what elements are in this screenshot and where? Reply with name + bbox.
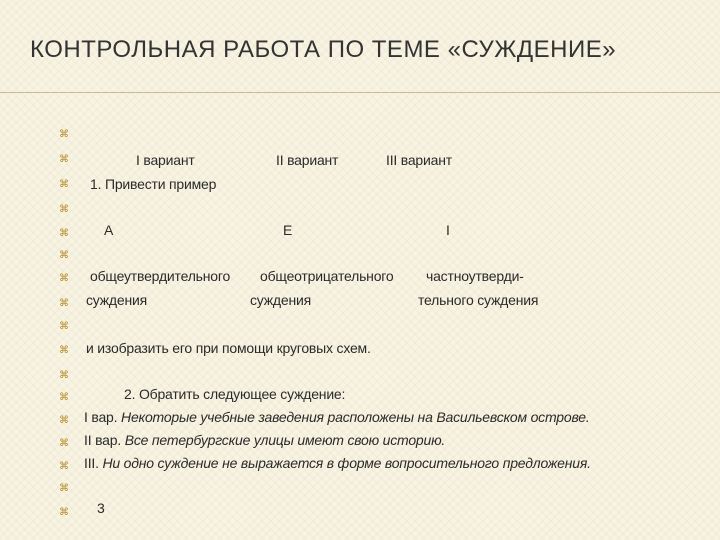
bullet-icon: ⌘ bbox=[59, 273, 69, 284]
letter-i: I bbox=[446, 222, 450, 238]
line-prefix: III. bbox=[84, 455, 99, 471]
bullet-icon: ⌘ bbox=[59, 392, 69, 403]
bullet-icon: ⌘ bbox=[59, 415, 69, 426]
bullet-icon: ⌘ bbox=[59, 321, 69, 332]
bullet-icon: ⌘ bbox=[59, 179, 69, 190]
bullet-icon: ⌘ bbox=[59, 507, 69, 518]
bullet-icon: ⌘ bbox=[59, 461, 69, 472]
slide-title: КОНТРОЛЬНАЯ РАБОТА ПО ТЕМЕ «СУЖДЕНИЕ» bbox=[30, 36, 617, 63]
bullet-icon: ⌘ bbox=[59, 345, 69, 356]
kind-3-line-2: тельного суждения bbox=[418, 292, 539, 308]
depict-instruction: и изобразить его при помощи круговых схем. bbox=[86, 340, 371, 356]
bullet-icon: ⌘ bbox=[59, 250, 69, 261]
line-prefix: II вар. bbox=[84, 432, 122, 448]
line-statement: Все петербургские улицы имеют свою историю. bbox=[124, 432, 446, 448]
title-divider bbox=[0, 92, 720, 93]
letter-e: E bbox=[283, 222, 293, 238]
bullet-icon: ⌘ bbox=[59, 483, 69, 494]
bullet-icon: ⌘ bbox=[59, 438, 69, 449]
task-2-line-3 bbox=[84, 455, 591, 471]
variant-1-heading: I вариант bbox=[136, 152, 195, 168]
kind-2-line-1: общеотрицательного bbox=[260, 268, 394, 284]
variant-3-heading: III вариант bbox=[386, 152, 452, 168]
task-3-text: 3 bbox=[97, 500, 105, 516]
bullet-icon: ⌘ bbox=[59, 129, 69, 140]
task-2-line-2 bbox=[84, 432, 445, 448]
kind-1-line-2: суждения bbox=[86, 292, 148, 308]
bullet-icon: ⌘ bbox=[59, 370, 69, 381]
task-2-text: 2. Обратить следующее суждение: bbox=[124, 386, 346, 402]
kind-3-line-1: частноутверди- bbox=[426, 268, 524, 284]
line-statement: Некоторые учебные заведения расположены на Васильевском острове. bbox=[121, 409, 590, 425]
line-statement: Ни одно суждение не выражается в форме вопросительного предложения. bbox=[102, 455, 591, 471]
bullet-icon: ⌘ bbox=[59, 298, 69, 309]
task-2-line-1 bbox=[84, 409, 590, 425]
line-prefix: I вар. bbox=[84, 409, 118, 425]
variant-2-heading: II вариант bbox=[276, 152, 339, 168]
kind-2-line-2: суждения bbox=[250, 292, 312, 308]
letter-a: A bbox=[104, 222, 114, 238]
kind-1-line-1: общеутвердительного bbox=[90, 268, 231, 284]
bullet-icon: ⌘ bbox=[59, 204, 69, 215]
task-1-text: 1. Привести пример bbox=[90, 176, 217, 192]
bullet-icon: ⌘ bbox=[59, 154, 69, 165]
bullet-icon: ⌘ bbox=[59, 228, 69, 239]
